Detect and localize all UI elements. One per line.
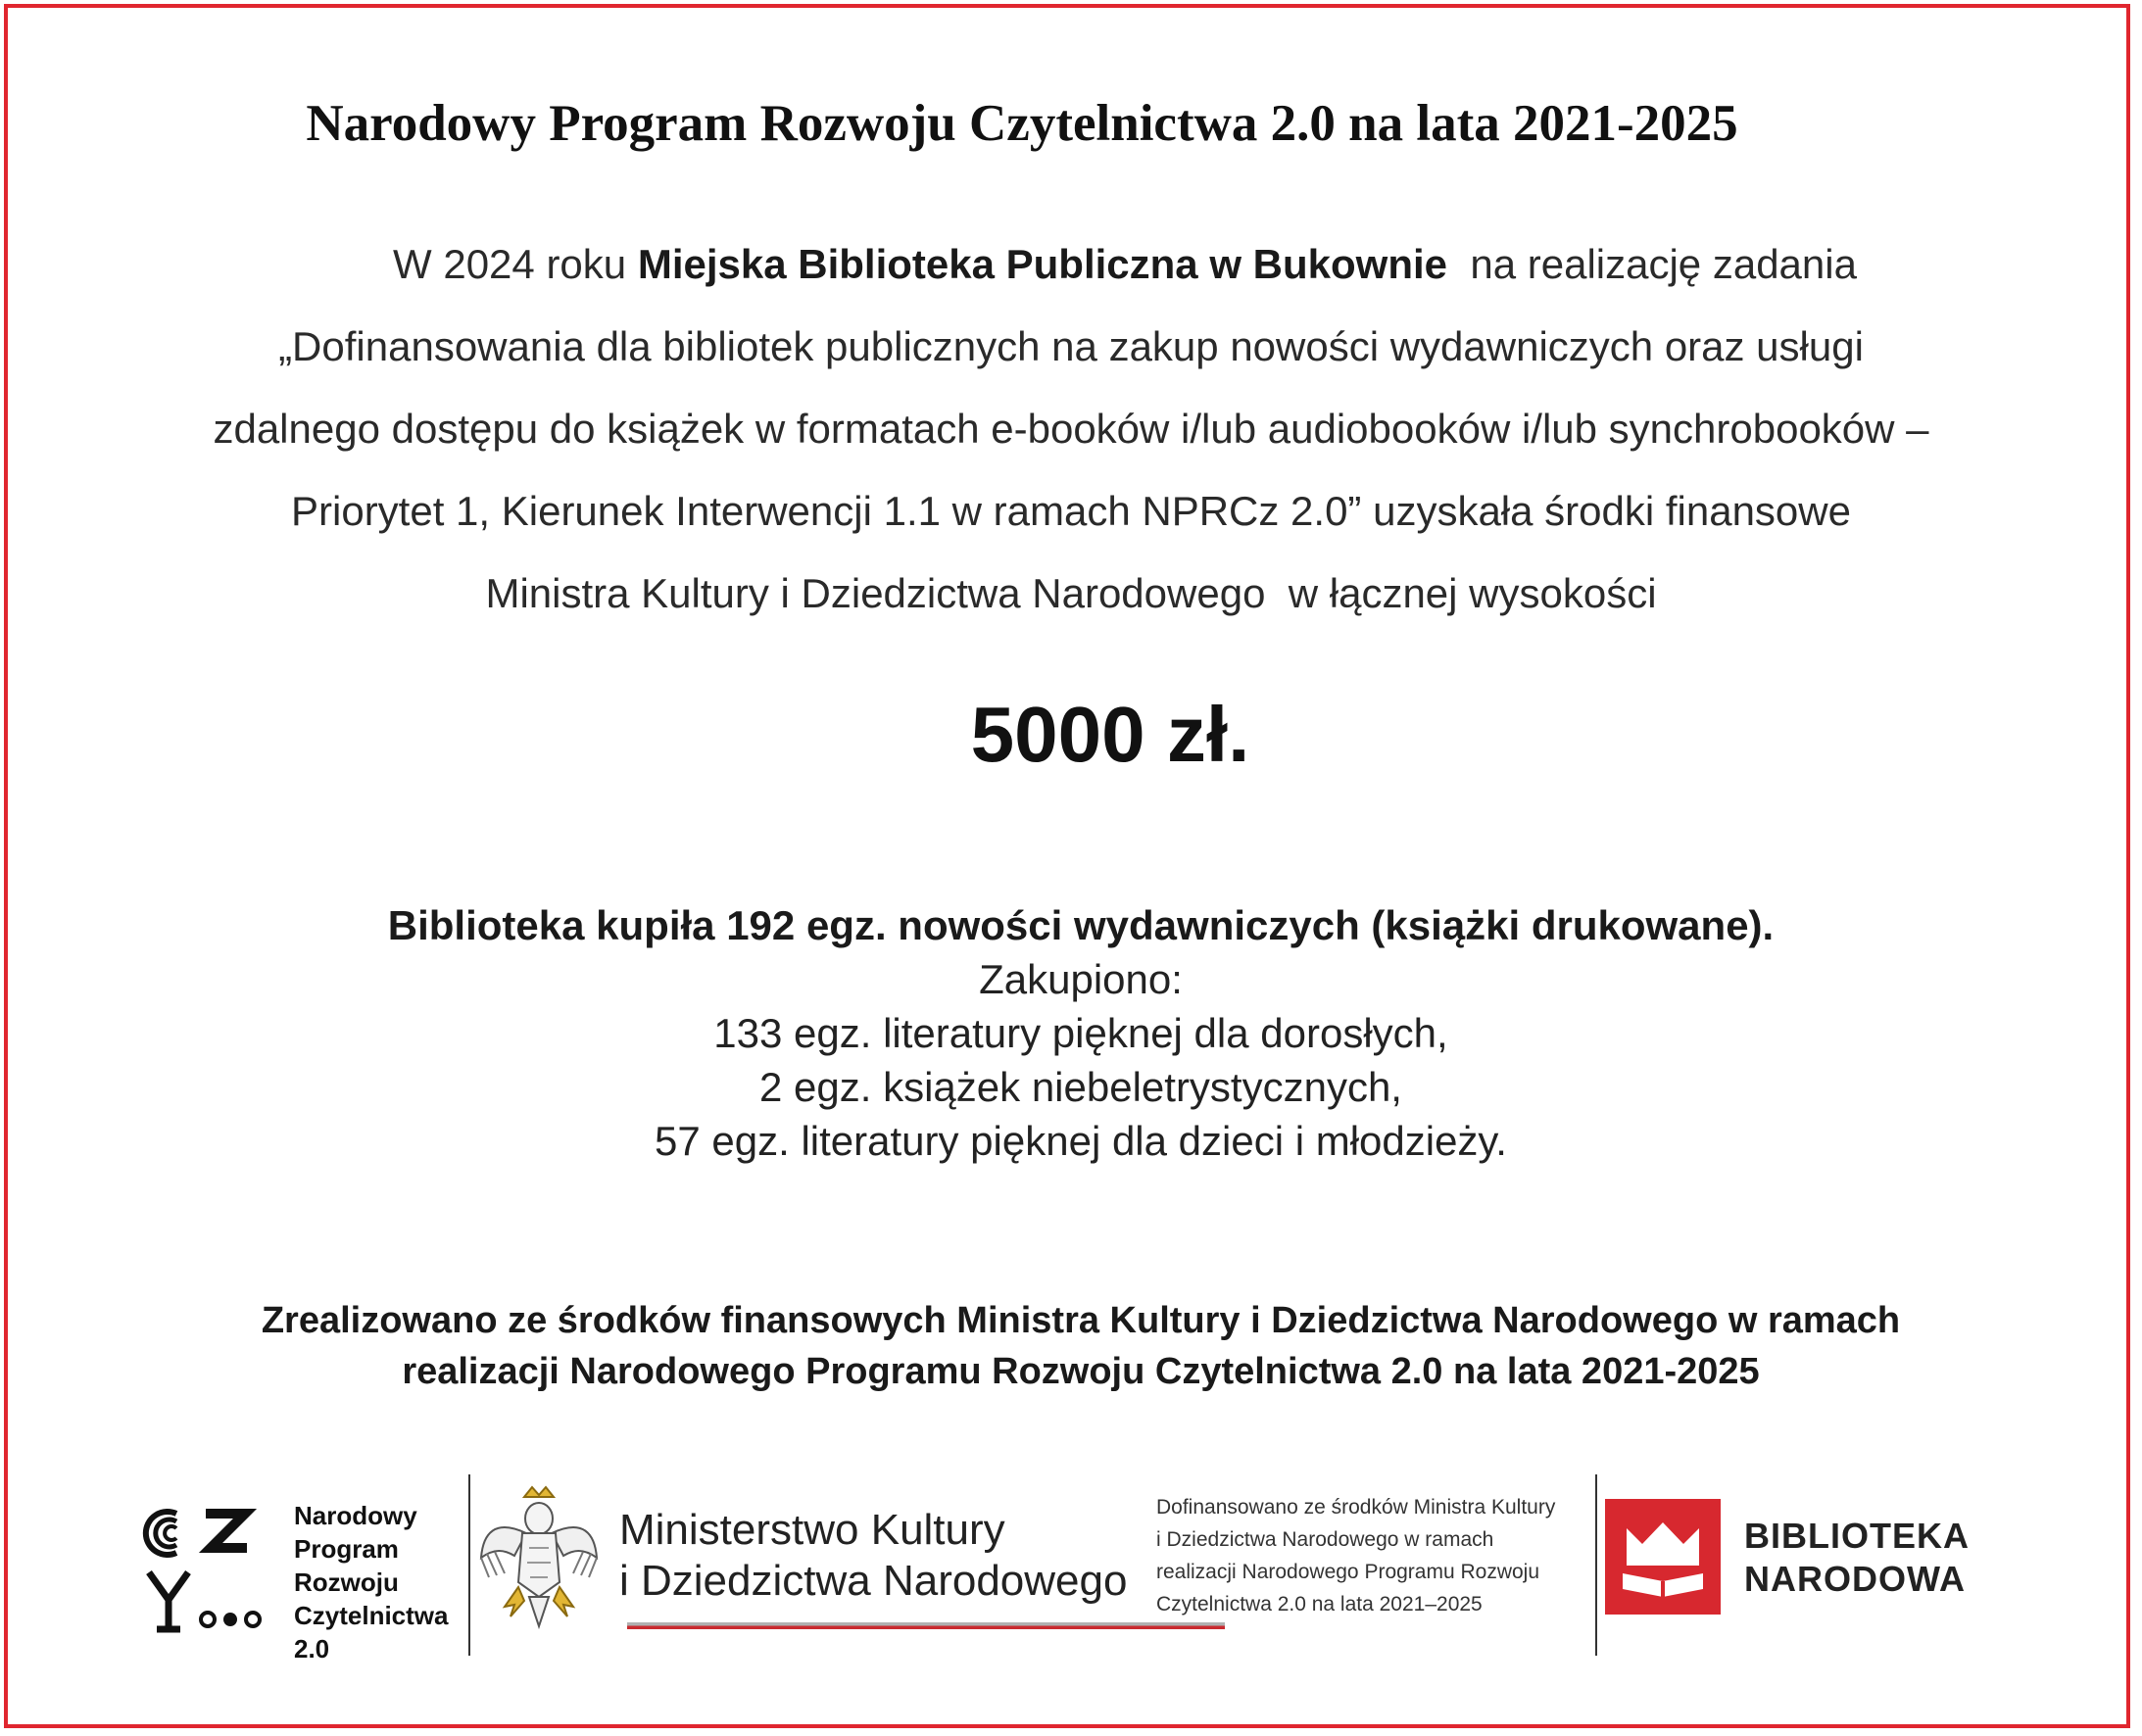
purchase-summary — [0, 898, 2142, 1168]
crown-book-icon — [1605, 1499, 1721, 1615]
purchase-label: Zakupiono: — [979, 956, 1183, 1002]
funding-note: Dofinansowano ze środków Ministra Kultury i Dziedzictwa Narodowego w ramach realizacji Narodowego Programu Rozwoju Czytelnictwa 2.0 na lata 2021–2025 — [1156, 1496, 1556, 1615]
intro-line-5: Ministra Kultury i Dziedzictwa Narodowego w łącznej wysokości — [485, 570, 1657, 616]
intro-line-1: W 2024 roku Miejska Biblioteka Publiczna w Bukownie na realizację zadania — [393, 241, 1857, 287]
funding-line-1: Zrealizowano ze środków finansowych Ministra Kultury i Dziedzictwa Narodowego w ramach — [261, 1300, 1901, 1341]
purchase-item: 57 egz. literatury pięknej dla dzieci i młodzieży. — [655, 1118, 1507, 1164]
intro-line-3: zdalnego dostępu do książek w formatach e-booków i/lub audiobooków i/lub synchrobooków – — [213, 406, 1929, 452]
nprcz-logo-icon — [137, 1494, 265, 1636]
grant-amount: 5000 zł. — [970, 691, 1250, 778]
logo-divider — [1595, 1474, 1597, 1656]
purchase-lead: Biblioteka kupiła 192 egz. nowości wydawniczych (książki drukowane). — [387, 902, 1775, 948]
library-name: Miejska Biblioteka Publiczna w Bukownie — [637, 241, 1448, 287]
logo-divider — [468, 1474, 470, 1656]
intro-line-4: Priorytet 1, Kierunek Interwencji 1.1 w ramach NPRCz 2.0” uzyskała środki finansowe — [291, 488, 1851, 534]
ministry-flag-line — [627, 1622, 1225, 1629]
page-title: Narodowy Program Rozwoju Czytelnictwa 2.0 na lata 2021-2025 — [306, 95, 1738, 152]
purchase-item: 133 egz. literatury pięknej dla dorosłych, — [713, 1010, 1448, 1056]
funding-statement — [0, 1295, 2142, 1397]
sponsor-logos — [88, 1430, 2048, 1685]
intro-paragraph — [59, 223, 2083, 635]
funding-line-2: realizacji Narodowego Programu Rozwoju Czytelnictwa 2.0 na lata 2021-2025 — [402, 1351, 1760, 1392]
nprcz-logo-text: Narodowy Program Rozwoju Czytelnictwa 2.0 — [294, 1501, 449, 1664]
intro-line-2: „Dofinansowania dla bibliotek publicznych na zakup nowości wydawniczych oraz usługi — [278, 323, 1864, 369]
biblioteka-narodowa-logo — [1605, 1499, 1721, 1615]
white-eagle-icon — [475, 1479, 603, 1636]
ministry-name: Ministerstwo Kultury i Dziedzictwa Narodowego — [619, 1506, 1128, 1605]
purchase-item: 2 egz. książek niebeletrystycznych, — [759, 1064, 1402, 1110]
biblioteka-narodowa-text: BIBLIOTEKA NARODOWA — [1744, 1516, 1970, 1599]
